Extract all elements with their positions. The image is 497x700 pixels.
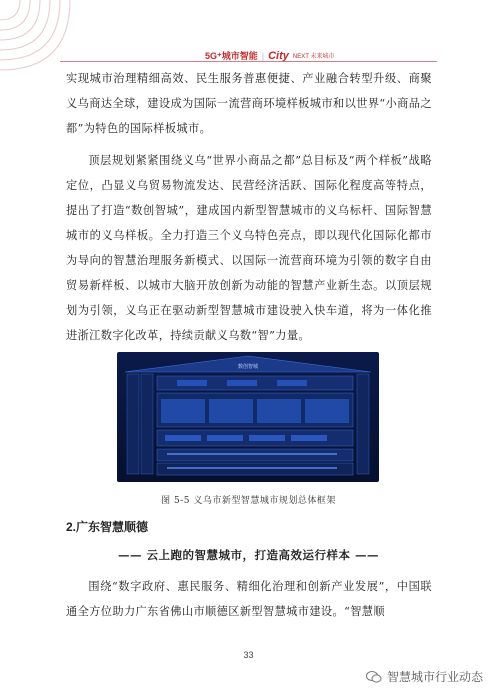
header-rule — [60, 61, 437, 62]
logo-separator: | — [261, 50, 265, 61]
paragraph-3-text: 围绕“数字政府、惠民服务、精细化治理和创新产业发展”，中国联通全方位助力广东省佛山市顺德区新型智慧城市建设。“智慧顺 — [66, 580, 432, 618]
paragraph-3 — [66, 574, 432, 624]
framework-figure — [117, 352, 379, 482]
watermark — [366, 668, 483, 685]
section-subtitle: —— 云上跑的智慧城市，打造高效运行样本 —— — [117, 548, 379, 562]
paragraph-1-text: 实现城市治理精细高效、民生服务普惠便捷、产业融合转型升级、商聚义乌商达全球，建设成为国际一流营商环境样板城市和以世界“小商品之都”为特色的国际样板城市。 — [66, 72, 432, 135]
paragraph-1 — [66, 66, 432, 141]
paragraph-2 — [66, 148, 432, 348]
figure-caption: 图 5-5 义乌市新型智慧城市规划总体框架 — [161, 496, 336, 506]
section-heading: 2.广东智慧顺德 — [66, 520, 149, 534]
framework-diagram — [117, 352, 379, 482]
wechat-icon — [366, 670, 382, 684]
logo-left-text: 5G⁺城市智能 — [205, 51, 258, 61]
page-number: 33 — [243, 650, 254, 660]
paragraph-2-text: 顶层规划紧紧围绕义乌“世界小商品之都”总目标及“两个样板”战略定位，凸显义乌贸易物流发达、民营经济活跃、国际化程度高等特点，提出了打造“数创智城”，建成国内新型智慧城市的义乌标杆、国际智慧城市的义乌样板。全力打造三个义乌特色亮点，即以现代化国际化都市为导向的智慧治理服务新模式、以国际一流营商环境为引领的数字自由贸易新样板、以城市大脑开放创新为动能的智慧产业新生态。以顶层规划为引领，义乌正在驱动新型智慧城市建设驶入快车道，将为一体化推进浙江数字化改革，持续贡献义乌数“智”力量。 — [66, 154, 432, 342]
watermark-text: 智慧城市行业动态 — [386, 670, 483, 684]
logo-right-small: NEXT 未来城市 — [292, 54, 335, 60]
figure-top-label: 数创智城 — [237, 364, 259, 370]
logo-right-text: City — [268, 49, 289, 62]
